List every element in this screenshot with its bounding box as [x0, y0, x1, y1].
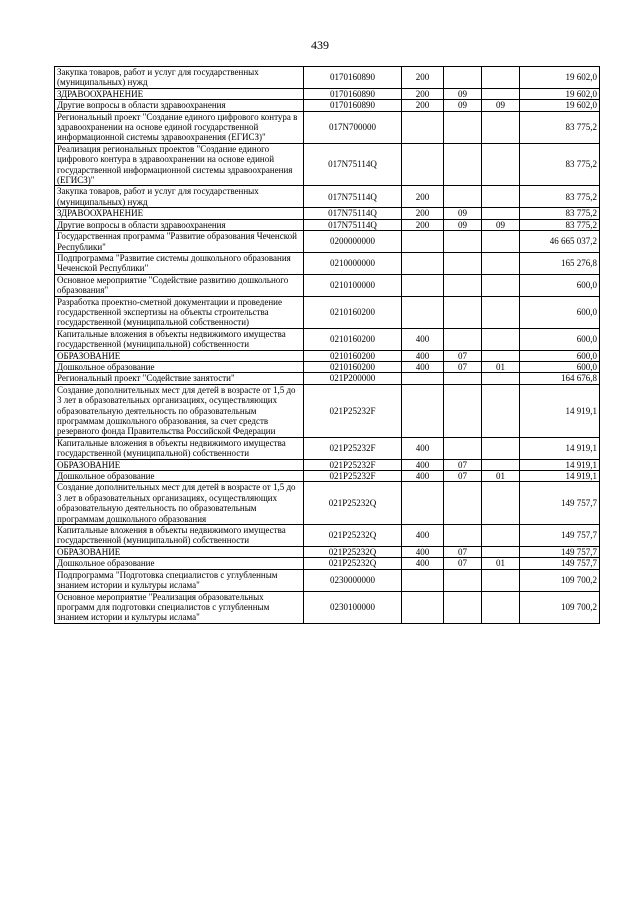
row-name-cell: Региональный проект "Содействие занятости"	[55, 373, 304, 384]
table-row	[55, 525, 600, 547]
row-code-cell: 0170160890	[304, 67, 402, 89]
row-section-cell	[444, 252, 482, 274]
row-expense-type-cell: 400	[402, 525, 444, 547]
row-section-cell: 09	[444, 219, 482, 230]
row-name-cell: Основное мероприятие "Реализация образовательных программ для подготовки специалистов с углубленным знанием истории и культуры ислама"	[55, 591, 304, 623]
row-subsection-cell	[482, 111, 520, 143]
row-subsection-cell	[482, 143, 520, 186]
row-code-cell: 0230000000	[304, 569, 402, 591]
row-section-cell	[444, 111, 482, 143]
row-name-cell: ОБРАЗОВАНИЕ	[55, 350, 304, 361]
table-row	[55, 88, 600, 99]
row-subsection-cell	[482, 459, 520, 470]
budget-table-body	[55, 67, 600, 624]
row-code-cell: 021P25232F	[304, 471, 402, 482]
row-amount-cell: 19 602,0	[520, 67, 600, 89]
row-subsection-cell	[482, 88, 520, 99]
row-section-cell	[444, 67, 482, 89]
row-code-cell: 017N75114Q	[304, 186, 402, 208]
row-name-cell: Реализация региональных проектов "Создание единого цифрового контура в здравоохранении на основе единой государственной информационной системы здравоохранения (ЕГИСЗ)"	[55, 143, 304, 186]
row-amount-cell: 109 700,2	[520, 569, 600, 591]
row-amount-cell: 149 757,7	[520, 546, 600, 557]
row-code-cell: 0200000000	[304, 231, 402, 253]
row-expense-type-cell	[402, 252, 444, 274]
row-subsection-cell	[482, 350, 520, 361]
row-amount-cell: 83 775,2	[520, 208, 600, 219]
row-code-cell: 021P25232Q	[304, 558, 402, 569]
row-section-cell	[444, 525, 482, 547]
row-name-cell: Закупка товаров, работ и услуг для государственных (муниципальных) нужд	[55, 186, 304, 208]
row-expense-type-cell	[402, 373, 444, 384]
row-section-cell: 07	[444, 546, 482, 557]
row-expense-type-cell	[402, 111, 444, 143]
row-code-cell: 021P25232F	[304, 459, 402, 470]
row-subsection-cell	[482, 208, 520, 219]
row-amount-cell: 14 919,1	[520, 384, 600, 437]
row-amount-cell: 149 757,7	[520, 525, 600, 547]
row-subsection-cell	[482, 231, 520, 253]
table-row	[55, 471, 600, 482]
row-name-cell: ЗДРАВООХРАНЕНИЕ	[55, 88, 304, 99]
row-section-cell	[444, 482, 482, 525]
table-row	[55, 67, 600, 89]
row-amount-cell: 109 700,2	[520, 591, 600, 623]
page-number: 439	[311, 38, 329, 52]
row-section-cell	[444, 373, 482, 384]
row-code-cell: 021P25232F	[304, 384, 402, 437]
row-subsection-cell	[482, 328, 520, 350]
row-expense-type-cell: 200	[402, 186, 444, 208]
row-expense-type-cell: 400	[402, 546, 444, 557]
row-code-cell: 0210000000	[304, 252, 402, 274]
row-name-cell: ОБРАЗОВАНИЕ	[55, 546, 304, 557]
table-row	[55, 208, 600, 219]
row-subsection-cell	[482, 482, 520, 525]
row-name-cell: Закупка товаров, работ и услуг для государственных (муниципальных) нужд	[55, 67, 304, 89]
row-expense-type-cell	[402, 482, 444, 525]
row-code-cell: 0170160890	[304, 88, 402, 99]
row-expense-type-cell: 400	[402, 437, 444, 459]
row-name-cell: Создание дополнительных мест для детей в возрасте от 1,5 до 3 лет в образовательных организациях, осуществляющих образовательную деятельность по образовательным программам дошкольного образования	[55, 482, 304, 525]
row-section-cell	[444, 328, 482, 350]
table-row	[55, 296, 600, 328]
row-code-cell: 017N75114Q	[304, 219, 402, 230]
row-expense-type-cell	[402, 231, 444, 253]
table-row	[55, 361, 600, 372]
table-row	[55, 591, 600, 623]
table-row	[55, 558, 600, 569]
row-name-cell: Капитальные вложения в объекты недвижимого имущества государственной (муниципальной) собственности	[55, 437, 304, 459]
row-amount-cell: 83 775,2	[520, 111, 600, 143]
row-section-cell: 07	[444, 471, 482, 482]
row-amount-cell: 600,0	[520, 296, 600, 328]
row-code-cell: 021P25232Q	[304, 546, 402, 557]
row-amount-cell: 14 919,1	[520, 437, 600, 459]
row-amount-cell: 46 665 037,2	[520, 231, 600, 253]
row-name-cell: Капитальные вложения в объекты недвижимого имущества государственной (муниципальной) собственности	[55, 328, 304, 350]
row-subsection-cell: 09	[482, 100, 520, 111]
row-section-cell	[444, 143, 482, 186]
row-expense-type-cell	[402, 384, 444, 437]
row-subsection-cell: 01	[482, 361, 520, 372]
row-expense-type-cell	[402, 274, 444, 296]
table-row	[55, 328, 600, 350]
row-subsection-cell	[482, 384, 520, 437]
row-section-cell	[444, 591, 482, 623]
row-section-cell: 09	[444, 88, 482, 99]
row-code-cell: 017N75114Q	[304, 143, 402, 186]
row-subsection-cell	[482, 252, 520, 274]
row-subsection-cell	[482, 373, 520, 384]
row-code-cell: 017N700000	[304, 111, 402, 143]
table-row	[55, 437, 600, 459]
row-expense-type-cell: 400	[402, 558, 444, 569]
row-subsection-cell	[482, 591, 520, 623]
row-section-cell	[444, 437, 482, 459]
row-name-cell: Дошкольное образование	[55, 361, 304, 372]
row-code-cell: 0210100000	[304, 274, 402, 296]
row-code-cell: 0210160200	[304, 328, 402, 350]
row-expense-type-cell: 200	[402, 100, 444, 111]
table-row	[55, 231, 600, 253]
row-code-cell: 021P25232Q	[304, 525, 402, 547]
row-amount-cell: 600,0	[520, 328, 600, 350]
row-section-cell	[444, 231, 482, 253]
row-amount-cell: 165 276,8	[520, 252, 600, 274]
row-subsection-cell	[482, 437, 520, 459]
row-amount-cell: 14 919,1	[520, 471, 600, 482]
row-subsection-cell	[482, 67, 520, 89]
table-row	[55, 143, 600, 186]
row-section-cell	[444, 384, 482, 437]
row-amount-cell: 14 919,1	[520, 459, 600, 470]
row-subsection-cell	[482, 296, 520, 328]
table-row	[55, 111, 600, 143]
row-code-cell: 021P200000	[304, 373, 402, 384]
row-amount-cell: 600,0	[520, 274, 600, 296]
row-amount-cell: 600,0	[520, 361, 600, 372]
row-name-cell: ЗДРАВООХРАНЕНИЕ	[55, 208, 304, 219]
row-name-cell: ОБРАЗОВАНИЕ	[55, 459, 304, 470]
table-row	[55, 350, 600, 361]
row-amount-cell: 149 757,7	[520, 558, 600, 569]
row-subsection-cell	[482, 186, 520, 208]
table-row	[55, 546, 600, 557]
table-row	[55, 100, 600, 111]
row-name-cell: Государственная программа "Развитие образования Чеченской Республики"	[55, 231, 304, 253]
row-amount-cell: 19 602,0	[520, 88, 600, 99]
row-expense-type-cell: 200	[402, 208, 444, 219]
row-amount-cell: 83 775,2	[520, 219, 600, 230]
row-subsection-cell	[482, 525, 520, 547]
row-name-cell: Региональный проект "Создание единого цифрового контура в здравоохранении на основе единой государственной информационной системы здравоохранения (ЕГИСЗ)"	[55, 111, 304, 143]
table-row	[55, 459, 600, 470]
row-name-cell: Основное мероприятие "Содействие развитию дошкольного образования"	[55, 274, 304, 296]
table-row	[55, 482, 600, 525]
row-code-cell: 0210160200	[304, 350, 402, 361]
row-code-cell: 0170160890	[304, 100, 402, 111]
row-code-cell: 017N75114Q	[304, 208, 402, 219]
row-section-cell	[444, 569, 482, 591]
row-name-cell: Дошкольное образование	[55, 558, 304, 569]
table-row	[55, 219, 600, 230]
row-expense-type-cell: 400	[402, 459, 444, 470]
row-subsection-cell	[482, 546, 520, 557]
row-amount-cell: 19 602,0	[520, 100, 600, 111]
row-expense-type-cell: 200	[402, 88, 444, 99]
row-section-cell: 09	[444, 100, 482, 111]
row-section-cell: 09	[444, 208, 482, 219]
table-row	[55, 274, 600, 296]
row-expense-type-cell: 200	[402, 67, 444, 89]
row-amount-cell: 83 775,2	[520, 186, 600, 208]
row-section-cell: 07	[444, 361, 482, 372]
row-name-cell: Разработка проектно-сметной документации и проведение государственной экспертизы на объекты строительства государственной (муниципальной собственности)	[55, 296, 304, 328]
table-row	[55, 373, 600, 384]
row-amount-cell: 600,0	[520, 350, 600, 361]
row-name-cell: Другие вопросы в области здравоохранения	[55, 100, 304, 111]
table-row	[55, 569, 600, 591]
row-name-cell: Дошкольное образование	[55, 471, 304, 482]
row-code-cell: 021P25232F	[304, 437, 402, 459]
row-amount-cell: 149 757,7	[520, 482, 600, 525]
budget-table	[54, 66, 600, 624]
row-code-cell: 0210160200	[304, 296, 402, 328]
row-amount-cell: 164 676,8	[520, 373, 600, 384]
row-section-cell	[444, 296, 482, 328]
row-subsection-cell: 09	[482, 219, 520, 230]
row-subsection-cell: 01	[482, 471, 520, 482]
row-expense-type-cell	[402, 569, 444, 591]
row-expense-type-cell: 400	[402, 361, 444, 372]
row-name-cell: Создание дополнительных мест для детей в возрасте от 1,5 до 3 лет в образовательных организациях, осуществляющих образовательную деятельность по образовательным программам дошкольного образования, за счет средств резервного фонда Правительства Российской Федерации	[55, 384, 304, 437]
row-code-cell: 0210160200	[304, 361, 402, 372]
row-expense-type-cell	[402, 591, 444, 623]
row-subsection-cell: 01	[482, 558, 520, 569]
row-code-cell: 021P25232Q	[304, 482, 402, 525]
row-section-cell	[444, 274, 482, 296]
row-expense-type-cell: 400	[402, 328, 444, 350]
row-code-cell: 0230100000	[304, 591, 402, 623]
row-expense-type-cell: 400	[402, 471, 444, 482]
table-row	[55, 186, 600, 208]
table-row	[55, 384, 600, 437]
row-expense-type-cell	[402, 296, 444, 328]
row-expense-type-cell	[402, 143, 444, 186]
row-subsection-cell	[482, 569, 520, 591]
row-expense-type-cell: 400	[402, 350, 444, 361]
row-subsection-cell	[482, 274, 520, 296]
row-name-cell: Подпрограмма "Подготовка специалистов с углубленным знанием истории и культуры ислама"	[55, 569, 304, 591]
row-expense-type-cell: 200	[402, 219, 444, 230]
row-name-cell: Капитальные вложения в объекты недвижимого имущества государственной (муниципальной) собственности	[55, 525, 304, 547]
row-section-cell: 07	[444, 558, 482, 569]
row-section-cell: 07	[444, 459, 482, 470]
row-amount-cell: 83 775,2	[520, 143, 600, 186]
row-name-cell: Другие вопросы в области здравоохранения	[55, 219, 304, 230]
row-section-cell	[444, 186, 482, 208]
table-row	[55, 252, 600, 274]
row-name-cell: Подпрограмма "Развитие системы дошкольного образования Чеченской Республики"	[55, 252, 304, 274]
row-section-cell: 07	[444, 350, 482, 361]
